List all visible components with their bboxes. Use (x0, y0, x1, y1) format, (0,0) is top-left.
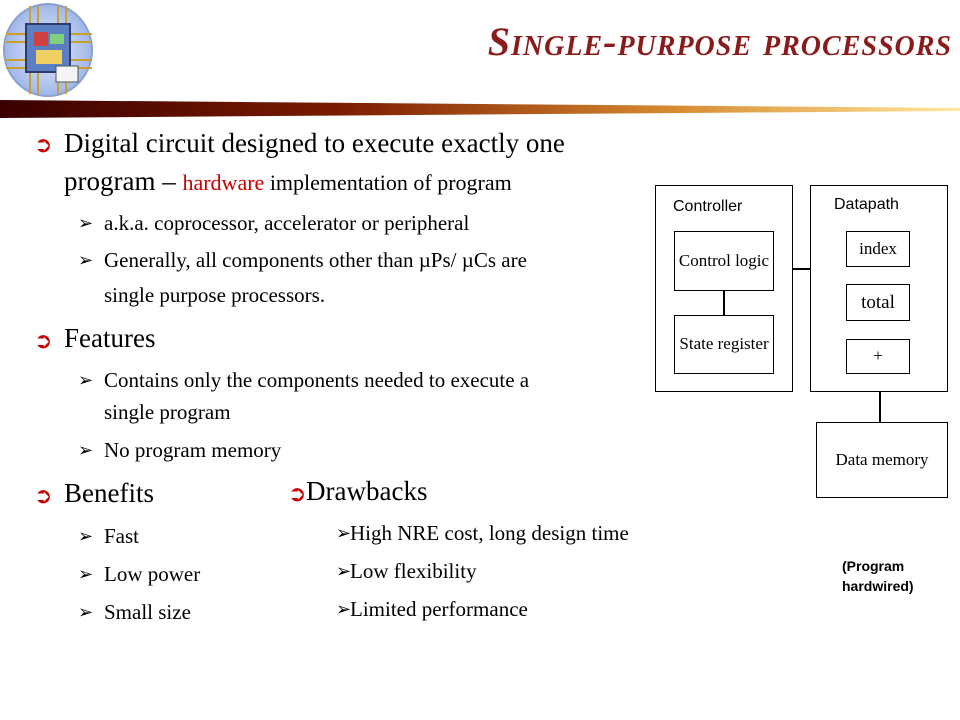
sub-bullet-text: a.k.a. coprocessor, accelerator or peripheral (104, 211, 470, 235)
sub-bullet-text: Small size (104, 600, 191, 624)
bullet-text: Digital circuit designed to execute exactly one (64, 128, 565, 158)
bullet-arrow-icon: ➲ (34, 329, 53, 354)
sub-bullet-icon: ➢ (78, 213, 94, 234)
bullet-arrow-icon: ➲ (34, 133, 53, 158)
bullet-text: Drawbacks (306, 476, 428, 506)
bullet-arrow-icon: ➲ (34, 484, 53, 509)
sub-bullet-icon: ➢ (78, 602, 94, 623)
sub-bullet-text: High NRE cost, long design time (350, 521, 629, 545)
bullet-text: Features (64, 323, 156, 353)
bullet-text-continued (64, 166, 512, 197)
chip-logo-icon (0, 0, 110, 108)
note-line-1: (Program (842, 558, 905, 574)
sub-bullet-text: Contains only the components needed to execute a (104, 368, 530, 392)
bullet-text-suffix: implementation of program (264, 170, 512, 195)
sub-bullet-text: Limited performance (350, 597, 528, 621)
state-register-box: State register (674, 315, 774, 374)
controller-connector (723, 291, 725, 315)
sub-bullet-icon: ➢ (78, 440, 94, 461)
sub-bullet-icon: ➢ (78, 370, 94, 391)
title-underline-bar (0, 98, 960, 118)
sub-bullet-icon: ➢ (336, 561, 352, 582)
datapath-label: Datapath (834, 196, 899, 213)
sub-bullet-icon: ➢ (336, 523, 352, 544)
data-memory-box: Data memory (816, 422, 948, 498)
controller-datapath-connector (793, 268, 810, 270)
sub-bullet-text-continued: single purpose processors. (104, 283, 326, 307)
index-register-box: index (846, 231, 910, 267)
sub-bullet-icon: ➢ (78, 564, 94, 585)
controller-label: Controller (673, 198, 743, 215)
bullet-text-prefix: program – (64, 166, 183, 196)
bullet-text: Benefits (64, 478, 154, 508)
sub-bullet-icon: ➢ (336, 599, 352, 620)
sub-bullet-text: Generally, all components other than µPs/ µCs are (104, 248, 527, 272)
sub-bullet-text-continued: single program (104, 400, 231, 424)
sub-bullet-text: Low power (104, 562, 201, 586)
sub-bullet-text: Fast (104, 524, 140, 548)
bullet-arrow-icon: ➲ (288, 482, 307, 507)
sub-bullet-icon: ➢ (78, 250, 94, 271)
adder-box: + (846, 339, 910, 374)
page-title: Single-purpose processors (487, 19, 952, 64)
bullet-highlight-hardware: hardware (182, 170, 265, 195)
sub-bullet-text: No program memory (104, 438, 282, 462)
total-register-box: total (846, 284, 910, 321)
program-hardwired-note (842, 557, 914, 596)
sub-bullet-icon: ➢ (78, 526, 94, 547)
control-logic-box: Control logic (674, 231, 774, 291)
datapath-memory-connector (879, 392, 881, 422)
sub-bullet-text: Low flexibility (350, 559, 477, 583)
note-line-2: hardwired) (842, 577, 914, 594)
